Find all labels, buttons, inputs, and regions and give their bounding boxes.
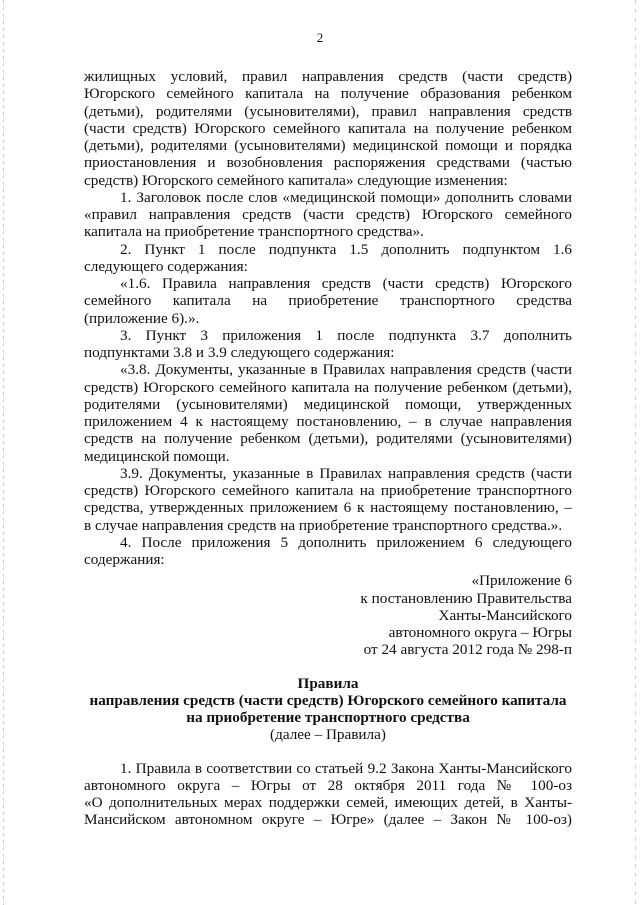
rules-title: Правила — [297, 674, 359, 692]
text-line: «правил направления средств (части средств) Югорского семейного — [84, 206, 572, 223]
text-line: приложением 4 к настоящему постановлению, – в случае направления — [84, 413, 572, 430]
text-line: содержания: — [84, 551, 165, 568]
text-line: капитала на приобретение транспортного средства». — [84, 223, 424, 241]
rules-subtitle: направления средств (части средств) Югорского семейного капитала — [89, 691, 567, 709]
text-line: жилищных условий, правил направления средств (части средств) — [84, 68, 572, 85]
document-body — [84, 68, 572, 829]
text-line: средства, утвержденных приложением 6 к настоящему постановлению, – — [84, 499, 572, 517]
scan-edge-right — [635, 0, 636, 905]
text-line: (приложение 6).». — [84, 309, 200, 327]
text-line: медицинской помощи. — [84, 447, 230, 465]
scan-edge-left — [3, 0, 4, 905]
text-line: 3.9. Документы, указанные в Правилах направления средств (части — [120, 464, 572, 482]
text-line: «1.6. Правила направления средств (части средств) Югорского — [120, 275, 572, 292]
text-line: родителями (усыновителями) медицинской помощи, утвержденных — [84, 395, 572, 413]
rules-note: (далее – Правила) — [270, 726, 386, 744]
text-line: «3.8. Документы, указанные в Правилах направления средств (части — [120, 361, 572, 379]
text-line: 3. Пункт 3 приложения 1 после подпункта 3.7 дополнить — [120, 326, 572, 344]
text-line: следующего содержания: — [84, 257, 248, 275]
text-line: приостановления и возобновления распоряжения средствами (частью — [84, 154, 572, 172]
appendix-line: от 24 августа 2012 года № 298-п — [363, 641, 572, 659]
text-line: 1. Заголовок после слов «медицинской помощи» дополнить словами — [120, 188, 572, 206]
appendix-line: к постановлению Правительства — [360, 589, 572, 607]
text-line: Мансийском автономном округе – Югре» (далее – Закон № 100-оз) — [84, 811, 572, 829]
text-line: «О дополнительных мерах поддержки семей, имеющих детей, в Ханты- — [84, 794, 572, 811]
text-line: средств на получение ребенком (детьми), родителями (усыновителями) — [84, 430, 572, 448]
page-number: 2 — [316, 30, 324, 45]
text-line: (детьми), родителями (усыновителями), правил направления средств — [84, 102, 572, 120]
text-line: подпунктами 3.8 и 3.9 следующего содержания: — [84, 344, 395, 361]
text-line: 1. Правила в соответствии со статьей 9.2 Закона Ханты-Мансийского — [120, 759, 572, 777]
text-line: средств) Югорского семейного капитала на получение ребенком (детьми), — [84, 378, 572, 396]
text-line: 2. Пункт 1 после подпункта 1.5 дополнить подпунктом 1.6 — [120, 240, 572, 258]
text-line: в случае направления средств на приобретение транспортного средства.». — [84, 516, 563, 534]
text-line: автономного округа – Югры от 28 октября 2011 года № 100-оз — [84, 776, 572, 794]
text-line: 4. После приложения 5 дополнить приложением 6 следующего — [120, 533, 572, 551]
text-line: (части средств) Югорского семейного капитала на получение ребенком — [84, 119, 572, 137]
text-line: средств) Югорского семейного капитала» следующие изменения: — [84, 171, 508, 189]
appendix-line: автономного округа – Югры — [388, 624, 572, 641]
text-line: семейного капитала на приобретение транспортного средства — [84, 292, 572, 310]
appendix-line: Ханты-Мансийского — [438, 606, 572, 624]
text-line: (детьми), родителями (усыновителями) медицинской помощи и порядка — [84, 137, 572, 154]
appendix-line: «Приложение 6 — [471, 572, 572, 590]
rules-subtitle: на приобретение транспортного средства — [186, 709, 470, 726]
text-line: Югорского семейного капитала на получение образования ребенком — [84, 85, 572, 103]
text-line: средств) Югорского семейного капитала на приобретение транспортного — [84, 482, 572, 499]
